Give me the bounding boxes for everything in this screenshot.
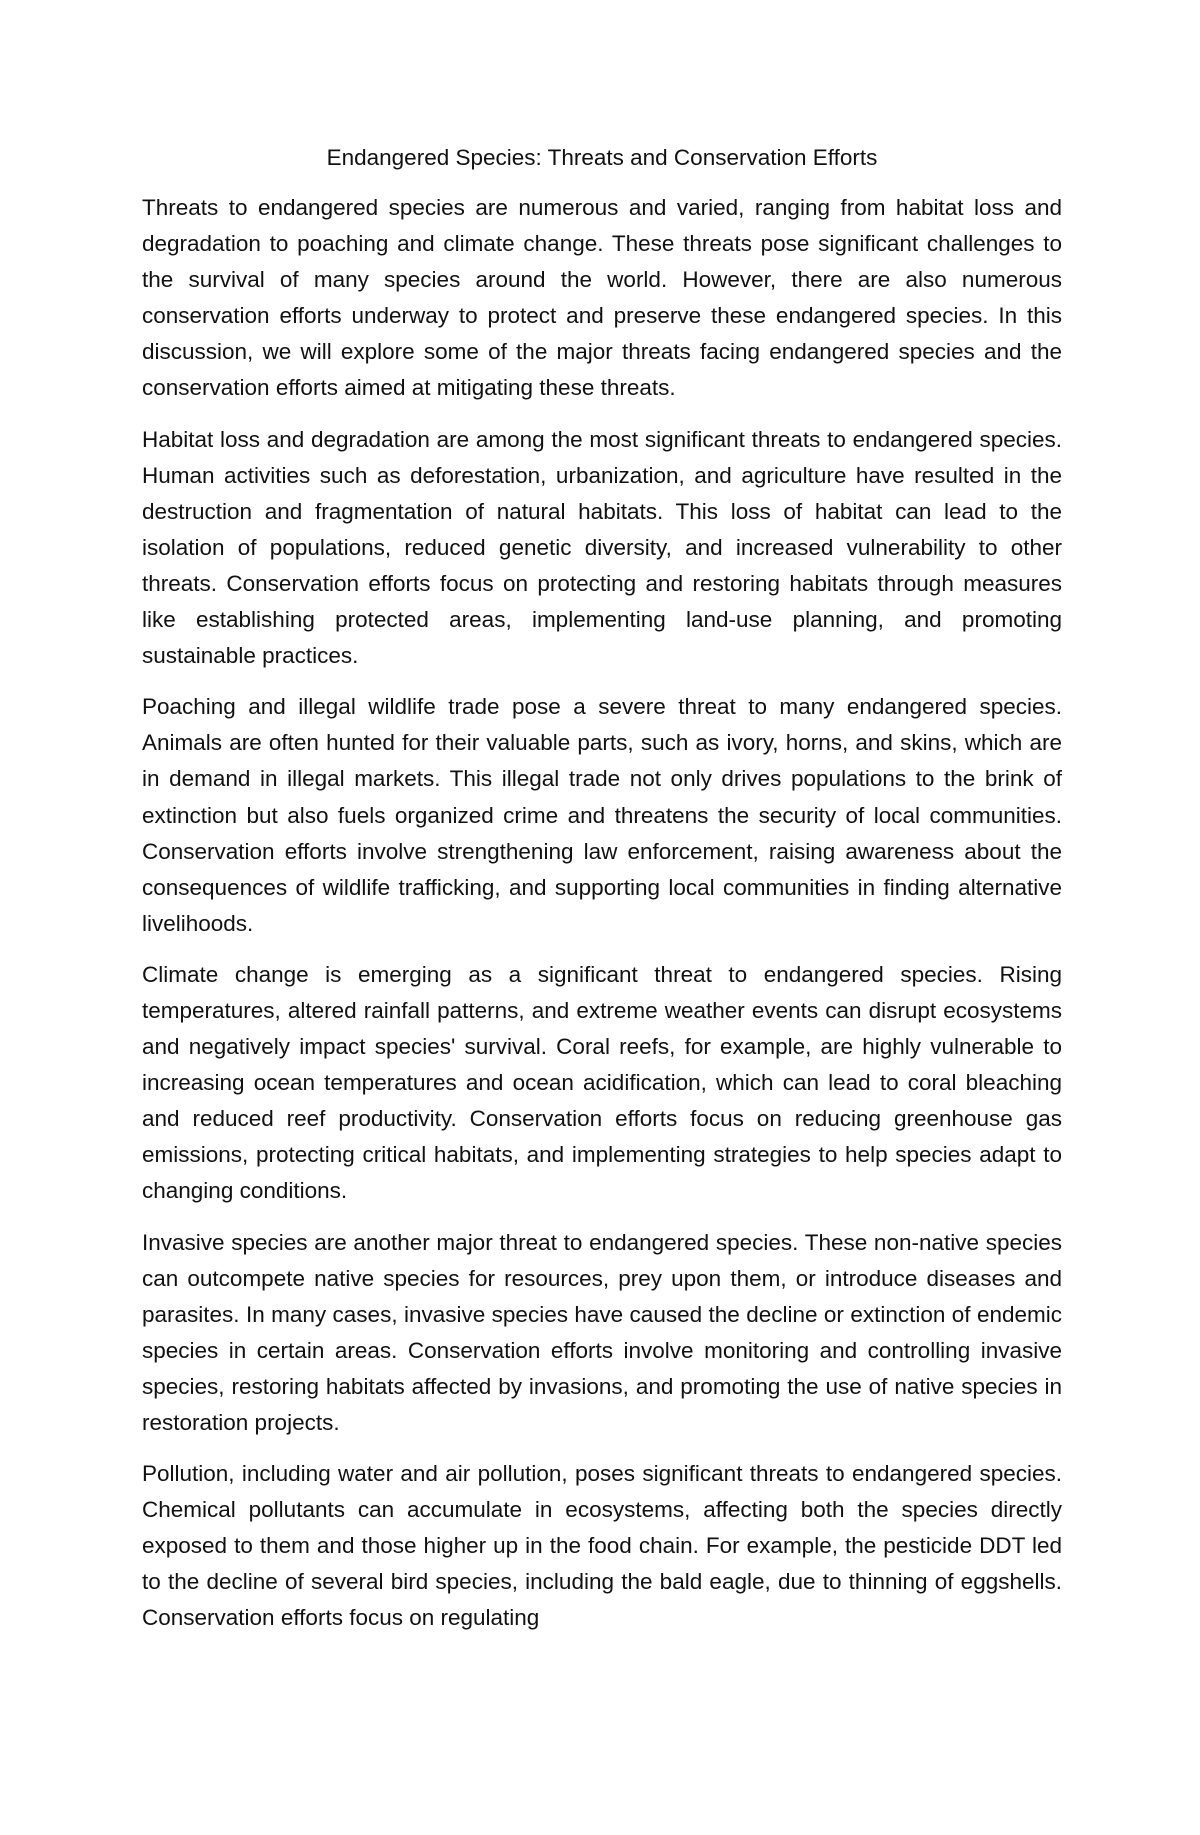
paragraph-intro: Threats to endangered species are numerous and varied, ranging from habitat loss and degradation to poaching and climate change. These threats pose significant challenges to the survival of many species around the world. However, there are also numerous conservation efforts underway to protect and preserve these endangered species. In this discussion, we will explore some of the major threats facing endangered species and the conservation efforts aimed at mitigating these threats. xyxy=(142,195,1062,401)
paragraph-invasive-species: Invasive species are another major threat to endangered species. These non-native species can outcompete native species for resources, prey upon them, or introduce diseases and parasites. In many cases, invasive species have caused the decline or extinction of endemic species in certain areas. Conservation efforts involve monitoring and controlling invasive species, restoring habitats affected by invasions, and promoting the use of native species in restoration projects. xyxy=(142,1229,1062,1435)
document-title: Endangered Species: Threats and Conservation Efforts xyxy=(326,145,878,170)
paragraph-poaching: Poaching and illegal wildlife trade pose a severe threat to many endangered species. Animals are often hunted for their valuable parts, such as ivory, horns, and skins, which are in demand in illegal markets. This illegal trade not only drives populations to the brink of extinction but also fuels organized crime and threatens the security of local communities. Conservation efforts involve strengthening law enforcement, raising awareness about the consequences of wildlife trafficking, and supporting local communities in finding alternative livelihoods. xyxy=(142,694,1062,936)
document-body xyxy=(142,140,1062,1652)
paragraph-climate-change: Climate change is emerging as a significant threat to endangered species. Rising temperatures, altered rainfall patterns, and extreme weather events can disrupt ecosystems and negatively impact species' survival. Coral reefs, for example, are highly vulnerable to increasing ocean temperatures and ocean acidification, which can lead to coral bleaching and reduced reef productivity. Conservation efforts focus on reducing greenhouse gas emissions, protecting critical habitats, and implementing strategies to help species adapt to changing conditions. xyxy=(142,961,1062,1204)
paragraph-pollution: Pollution, including water and air pollution, poses significant threats to endangered species. Chemical pollutants can accumulate in ecosystems, affecting both the species directly exposed to them and those higher up in the food chain. For example, the pesticide DDT led to the decline of several bird species, including the bald eagle, due to thinning of eggshells. Conservation efforts focus on regulating xyxy=(142,1461,1062,1631)
paragraph-habitat-loss: Habitat loss and degradation are among the most significant threats to endangered species. Human activities such as deforestation, urbanization, and agriculture have resulted in the destruction and fragmentation of natural habitats. This loss of habitat can lead to the isolation of populations, reduced genetic diversity, and increased vulnerability to other threats. Conservation efforts focus on protecting and restoring habitats through measures like establishing protected areas, implementing land-use planning, and promoting sustainable practices. xyxy=(142,426,1062,669)
